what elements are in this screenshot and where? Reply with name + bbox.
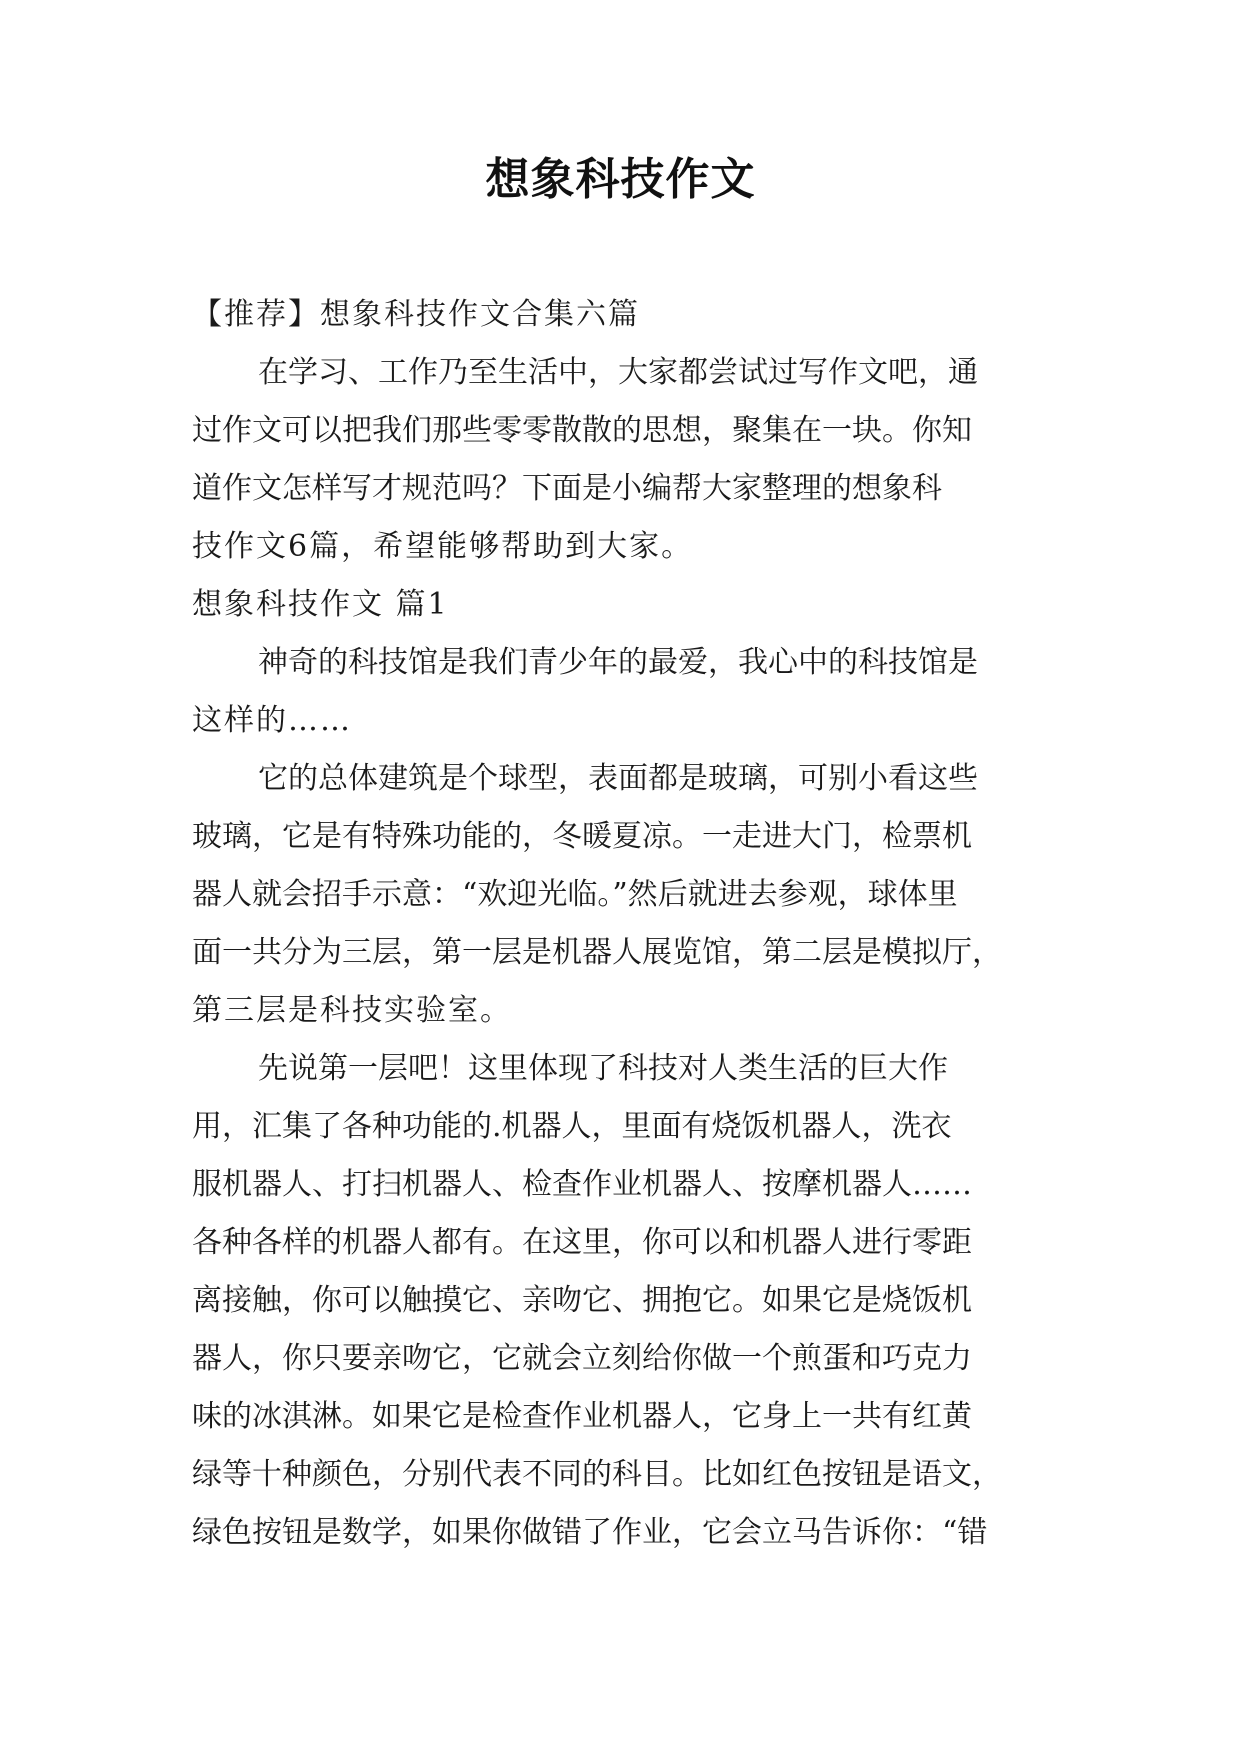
text-line: 玻璃，它是有特殊功能的，冬暖夏凉。一走进大门，检票机 — [192, 819, 972, 854]
text-line: 过作文可以把我们那些零零散散的思想，聚集在一块。你知 — [192, 413, 972, 448]
text-line: 面一共分为三层，第一层是机器人展览馆，第二层是模拟厅， — [192, 935, 1002, 970]
text-line: 各种各样的机器人都有。在这里，你可以和机器人进行零距 — [192, 1225, 972, 1260]
text-line: 绿等十种颜色，分别代表不同的科目。比如红色按钮是语文， — [192, 1457, 1002, 1492]
text-line: 用，汇集了各种功能的.机器人，里面有烧饭机器人，洗衣 — [192, 1109, 952, 1144]
text-line: 【推荐】想象科技作文合集六篇 — [192, 297, 640, 332]
text-line: 器人就会招手示意：“欢迎光临。”然后就进去参观，球体里 — [192, 877, 958, 912]
text-line: 离接触，你可以触摸它、亲吻它、拥抱它。如果它是烧饭机 — [192, 1283, 972, 1318]
text-line: 味的冰淇淋。如果它是检查作业机器人，它身上一共有红黄 — [192, 1399, 972, 1434]
text-line: 想象科技作文 篇1 — [192, 587, 449, 622]
text-line: 神奇的科技馆是我们青少年的最爱，我心中的科技馆是 — [258, 645, 978, 680]
document-body — [192, 286, 1054, 1562]
text-line: 技作文6篇，希望能够帮助到大家。 — [192, 529, 694, 564]
text-line: 第三层是科技实验室。 — [192, 993, 512, 1028]
text-line: 器人，你只要亲吻它，它就会立刻给你做一个煎蛋和巧克力 — [192, 1341, 972, 1376]
text-line: 先说第一层吧！这里体现了科技对人类生活的巨大作 — [258, 1051, 948, 1086]
text-line: 在学习、工作乃至生活中，大家都尝试过写作文吧，通 — [258, 355, 978, 390]
text-line: 道作文怎样写才规范吗？下面是小编帮大家整理的想象科 — [192, 471, 942, 506]
text-line: 它的总体建筑是个球型，表面都是玻璃，可别小看这些 — [258, 761, 978, 796]
text-line: 这样的…… — [192, 703, 352, 738]
text-line: 绿色按钮是数学，如果你做错了作业，它会立马告诉你：“错 — [192, 1515, 988, 1550]
document-title: 想象科技作文 — [485, 154, 756, 205]
text-line: 服机器人、打扫机器人、检查作业机器人、按摩机器人…… — [192, 1167, 972, 1202]
